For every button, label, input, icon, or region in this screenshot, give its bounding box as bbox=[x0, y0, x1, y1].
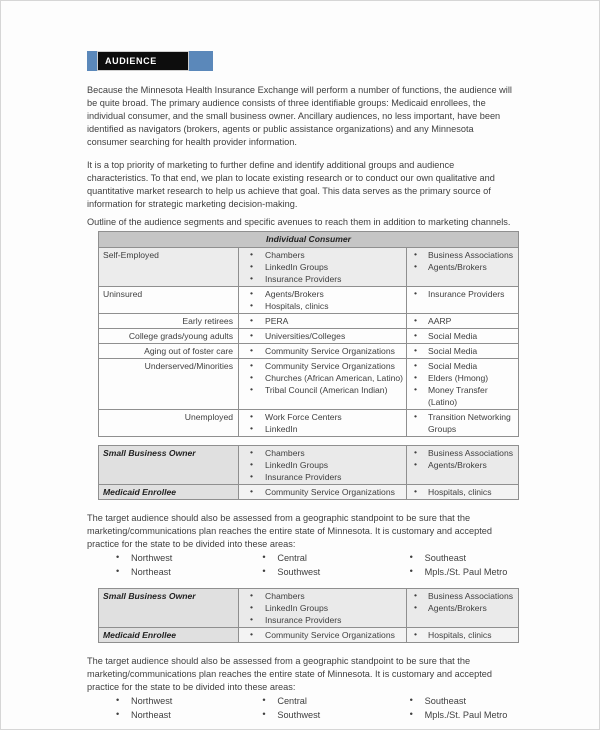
outline-caption: Outline of the audience segments and specific avenues to reach them in addition to marketing channels. bbox=[87, 217, 511, 227]
bullet-item: • Southeast bbox=[381, 552, 516, 566]
channels-cell bbox=[407, 628, 519, 643]
section-title: AUDIENCE bbox=[97, 51, 189, 71]
bullet-item: • Insurance Providers bbox=[239, 471, 406, 483]
bullet-item: • Northwest bbox=[87, 695, 233, 709]
table-row bbox=[99, 314, 519, 329]
segment-label: Aging out of foster care bbox=[99, 344, 239, 359]
channels-cell bbox=[239, 359, 407, 410]
page-content bbox=[1, 51, 599, 722]
bullet-item: • Transition Networking Groups bbox=[407, 411, 518, 435]
bullet-item: • Work Force Centers bbox=[239, 411, 406, 423]
priority-paragraph: It is a top priority of marketing to further define and identify additional groups and audience characteristics. To that end, we plan to locate existing research or to conduct our own qualitative and quantitative market research to help us achieve that goal. This data serves as the primary source of information for strategic marketing decision-making. bbox=[87, 160, 495, 209]
bullet-item: • Hospitals, clinics bbox=[407, 629, 518, 641]
bullet-item: • Community Service Organizations bbox=[239, 360, 406, 372]
bullet-item: • Southwest bbox=[233, 709, 380, 723]
geo-column bbox=[233, 552, 380, 579]
table-row bbox=[99, 329, 519, 344]
channels-cell bbox=[407, 329, 519, 344]
channels-cell bbox=[407, 248, 519, 287]
channels-cell bbox=[407, 446, 519, 485]
geographic-paragraph: The target audience should also be assessed from a geographic standpoint to be sure that the marketing/communications plan reaches the entire state of Minnesota. It is customary and accepted practice for the state to be divided into these areas: bbox=[87, 513, 492, 549]
bullet-item: • Insurance Providers bbox=[407, 288, 518, 300]
segment-label: Small Business Owner bbox=[99, 589, 239, 628]
table-row bbox=[99, 446, 519, 485]
segment-label: Early retirees bbox=[99, 314, 239, 329]
table-row bbox=[99, 410, 519, 437]
bullet-item: • Chambers bbox=[239, 447, 406, 459]
bullet-item: • Central bbox=[233, 552, 380, 566]
bullet-item: • Business Associations bbox=[407, 590, 518, 602]
bullet-item: • LinkedIn Groups bbox=[239, 261, 406, 273]
bullet-item: • Northwest bbox=[87, 552, 233, 566]
table-row bbox=[99, 485, 519, 500]
bullet-item: • Chambers bbox=[239, 249, 406, 261]
geo-column bbox=[233, 695, 380, 722]
bullet-item: • Agents/Brokers bbox=[407, 459, 518, 471]
table-row bbox=[99, 344, 519, 359]
individual-consumer-table bbox=[98, 231, 519, 437]
bullet-item: • Universities/Colleges bbox=[239, 330, 406, 342]
geo-column bbox=[381, 552, 516, 579]
geographic-paragraph-repeat: The target audience should also be assessed from a geographic standpoint to be sure that the marketing/communications plan reaches the entire state of Minnesota. It is customary and accepted practice for the state to be divided into these areas: bbox=[87, 656, 492, 692]
channels-cell bbox=[239, 287, 407, 314]
geo-column bbox=[381, 695, 516, 722]
bullet-item: • Churches (African American, Latino) bbox=[239, 372, 406, 384]
channels-cell bbox=[407, 589, 519, 628]
segment-label: Uninsured bbox=[99, 287, 239, 314]
bullet-item: • Agents/Brokers bbox=[239, 288, 406, 300]
channels-cell bbox=[407, 314, 519, 329]
bullet-item: • Tribal Council (American Indian) bbox=[239, 384, 406, 396]
bullet-item: • Northeast bbox=[87, 566, 233, 580]
table-row bbox=[99, 589, 519, 628]
bullet-item: • Community Service Organizations bbox=[239, 345, 406, 357]
bullet-item: • Agents/Brokers bbox=[407, 261, 518, 273]
bullet-item: • LinkedIn Groups bbox=[239, 602, 406, 614]
channels-cell bbox=[239, 628, 407, 643]
geographic-areas-list bbox=[87, 552, 516, 579]
segment-table bbox=[98, 445, 519, 500]
bullet-item: • Mpls./St. Paul Metro bbox=[381, 566, 516, 580]
bullet-item: • Community Service Organizations bbox=[239, 629, 406, 641]
segment-label: College grads/young adults bbox=[99, 329, 239, 344]
table-row bbox=[99, 359, 519, 410]
section-header-badge bbox=[87, 51, 213, 71]
table-row bbox=[99, 628, 519, 643]
bullet-item: • Hospitals, clinics bbox=[407, 486, 518, 498]
channels-cell bbox=[239, 589, 407, 628]
bullet-item: • Insurance Providers bbox=[239, 273, 406, 285]
bullet-item: • Central bbox=[233, 695, 380, 709]
bullet-item: • Community Service Organizations bbox=[239, 486, 406, 498]
bullet-item: • LinkedIn bbox=[239, 423, 406, 435]
bullet-item: • Insurance Providers bbox=[239, 614, 406, 626]
bullet-item: • AARP bbox=[407, 315, 518, 327]
bullet-item: • Southeast bbox=[381, 695, 516, 709]
bullet-item: • Social Media bbox=[407, 345, 518, 357]
bullet-item: • Business Associations bbox=[407, 447, 518, 459]
segment-label: Medicaid Enrollee bbox=[99, 485, 239, 500]
bullet-item: • Chambers bbox=[239, 590, 406, 602]
segment-label: Unemployed bbox=[99, 410, 239, 437]
table-row bbox=[99, 248, 519, 287]
segment-label: Underserved/Minorities bbox=[99, 359, 239, 410]
bullet-item: • Northeast bbox=[87, 709, 233, 723]
segment-table-repeat bbox=[98, 588, 519, 643]
channels-cell bbox=[407, 287, 519, 314]
table-row bbox=[99, 287, 519, 314]
channels-cell bbox=[239, 410, 407, 437]
channels-cell bbox=[407, 344, 519, 359]
channels-cell bbox=[239, 344, 407, 359]
channels-cell bbox=[239, 446, 407, 485]
bullet-item: • Agents/Brokers bbox=[407, 602, 518, 614]
segment-label: Self-Employed bbox=[99, 248, 239, 287]
geo-column bbox=[87, 552, 233, 579]
channels-cell bbox=[407, 359, 519, 410]
table-title: Individual Consumer bbox=[99, 232, 519, 248]
bullet-item: • Mpls./St. Paul Metro bbox=[381, 709, 516, 723]
channels-cell bbox=[407, 410, 519, 437]
geo-column bbox=[87, 695, 233, 722]
bullet-item: • Social Media bbox=[407, 330, 518, 342]
table-header-row bbox=[99, 232, 519, 248]
bullet-item: • Hospitals, clinics bbox=[239, 300, 406, 312]
bullet-item: • Money Transfer (Latino) bbox=[407, 384, 518, 408]
segment-label: Medicaid Enrollee bbox=[99, 628, 239, 643]
bullet-item: • Elders (Hmong) bbox=[407, 372, 518, 384]
geographic-areas-list-repeat bbox=[87, 695, 516, 722]
channels-cell bbox=[407, 485, 519, 500]
bullet-item: • PERA bbox=[239, 315, 406, 327]
intro-paragraph: Because the Minnesota Health Insurance Exchange will perform a number of functions, the audience will be quite broad. The primary audience consists of three identifiable groups: Medicaid enrollees, the individual consumer, and the small business owner. Ancillary audiences, no less important, have been identified as navigators (brokers, agents or public assistance organizations) and any Minnesota consumer searching for health provider information. bbox=[87, 85, 512, 147]
channels-cell bbox=[239, 329, 407, 344]
channels-cell bbox=[239, 485, 407, 500]
channels-cell bbox=[239, 314, 407, 329]
segment-label: Small Business Owner bbox=[99, 446, 239, 485]
channels-cell bbox=[239, 248, 407, 287]
bullet-item: • Business Associations bbox=[407, 249, 518, 261]
bullet-item: • LinkedIn Groups bbox=[239, 459, 406, 471]
bullet-item: • Southwest bbox=[233, 566, 380, 580]
bullet-item: • Social Media bbox=[407, 360, 518, 372]
